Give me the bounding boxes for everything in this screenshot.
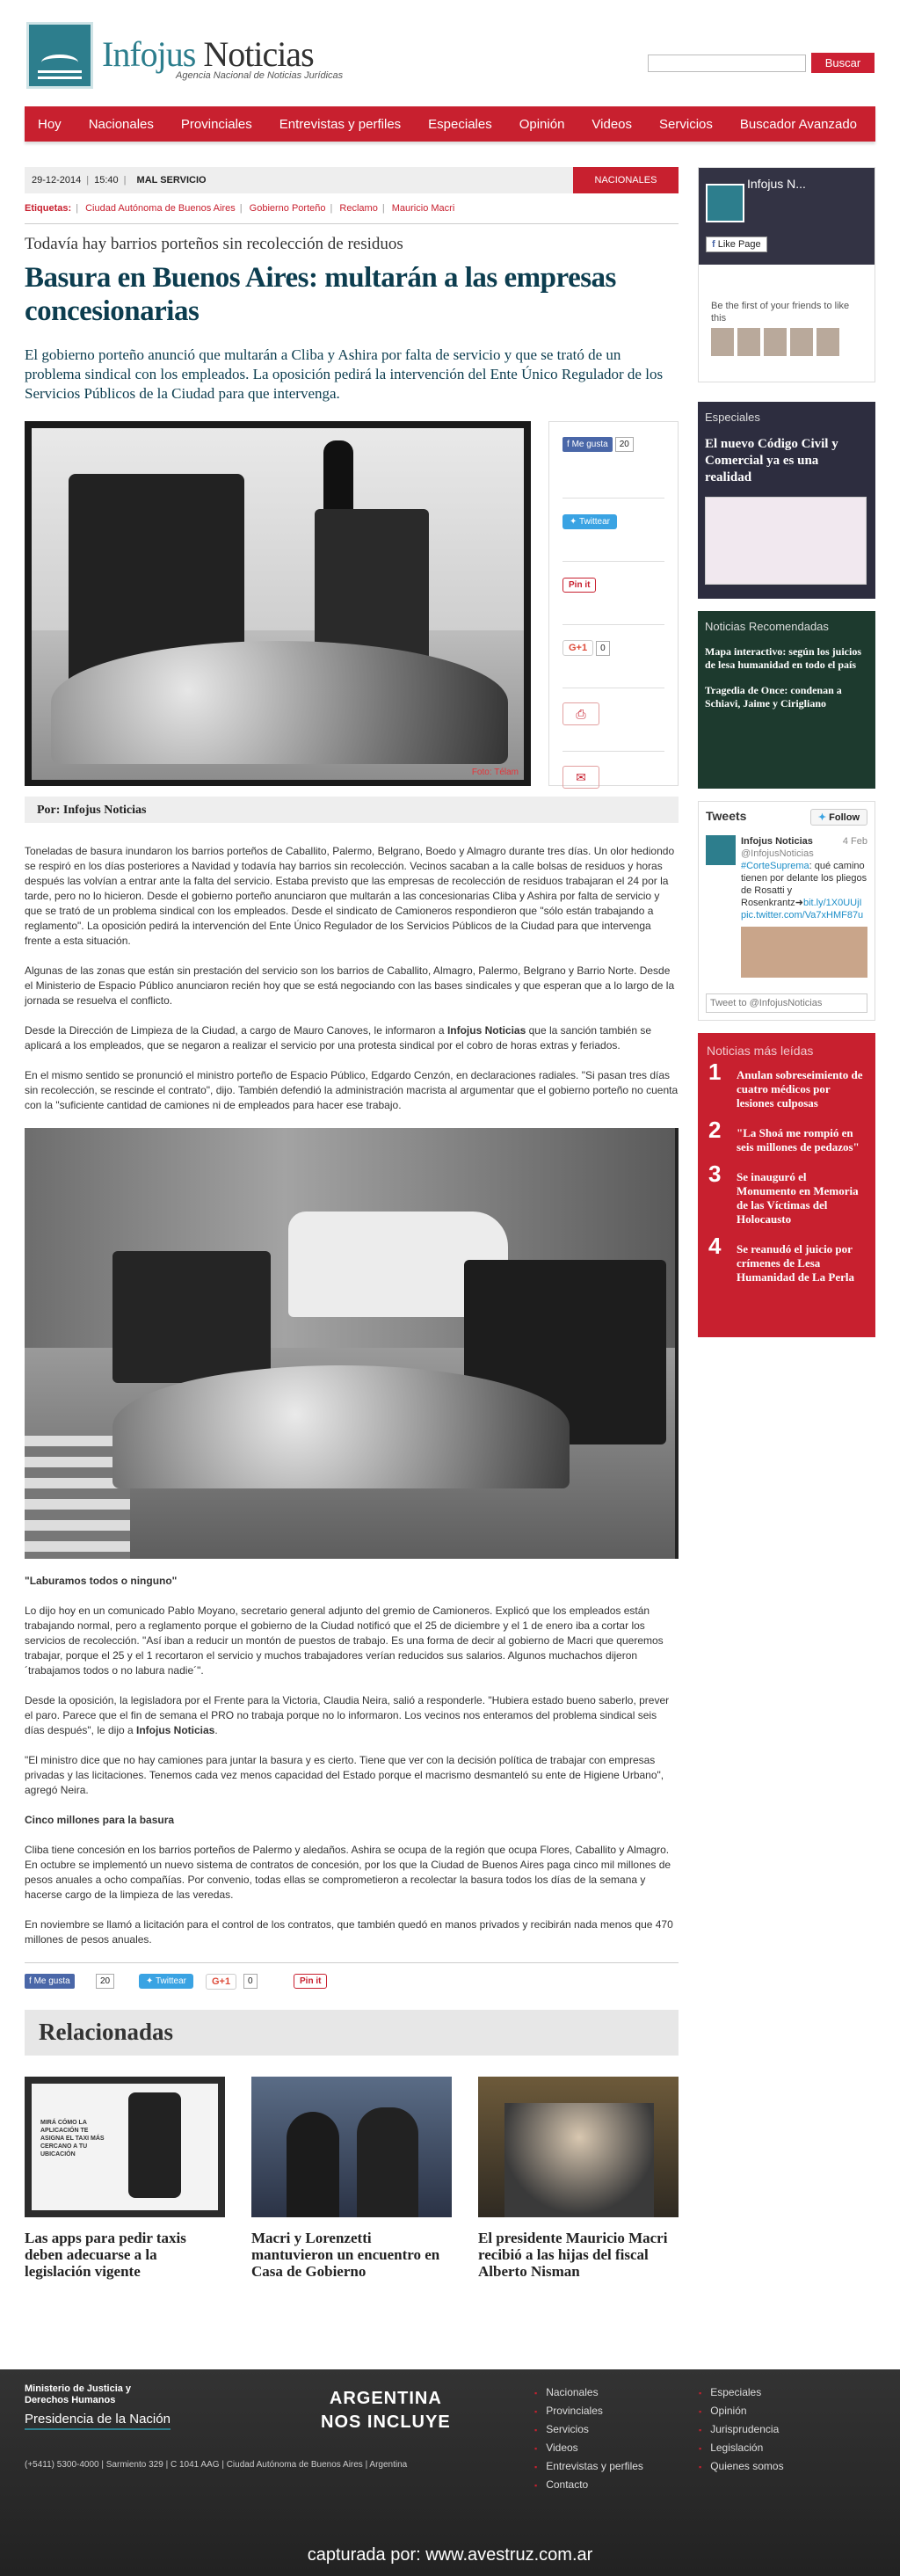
related-item-title[interactable]: Macri y Lorenzetti mantuvieron un encuentro en Casa de Gobierno <box>251 2230 440 2280</box>
article-kicker: Todavía hay barrios porteños sin recolección de residuos <box>25 235 403 253</box>
body-photo <box>25 1128 679 1559</box>
recommended-heading: Noticias Recomendadas <box>705 620 829 633</box>
tweet-user[interactable]: Infojus Noticias <box>741 836 813 847</box>
capture-watermark: capturada por: www.avestruz.com.ar <box>307 2545 593 2565</box>
paragraph: Lo dijo hoy en un comunicado Pablo Moyano, secretario general adjunto del gremio de Camioneros. Explicó que los empleados están trabajando normal, pero a reglamento porque el gobierno de la Ciudad notificó que el 25 de diciembre y el 1 de enero iba a cortar los servicios de recolección. "Así iban a reducir un montón de puestos de trabajo. Es una forma de decir al gobierno de Macri que queremos trabajar, porque el 25 y el 1 recortaron el servicio y muchos trabajadores verían reducidos sus salarios. Algunos muchachos dijeron ´trabajamos todos o no labura nadie´". <box>25 1605 664 1677</box>
tweet-button-bottom[interactable]: ✦ Twittear <box>139 1974 193 1989</box>
most-read-heading: Noticias más leídas <box>707 1044 814 1058</box>
subheading: "Laburamos todos o ninguno" <box>25 1575 178 1587</box>
footer-link[interactable]: ▪ Provinciales <box>534 2402 643 2420</box>
tweet-label: Twittear <box>579 517 611 527</box>
divider <box>25 223 679 224</box>
article-byline: Por: Infojus Noticias <box>25 797 679 823</box>
article-headline: Basura en Buenos Aires: multarán a las empresas concesionarias <box>25 262 616 327</box>
brand-name[interactable] <box>102 33 314 75</box>
article-meta: 29-12-2014 | 15:40 | MAL SERVICIO <box>32 175 207 186</box>
main-nav <box>25 106 875 142</box>
tags-row: Etiquetas: | Ciudad Autónoma de Buenos Aires | Gobierno Porteño | Reclamo | Mauricio Macri <box>25 203 455 214</box>
tweet-hashtag[interactable]: #CorteSuprema <box>741 861 809 871</box>
share-pin-row <box>562 562 664 625</box>
brand-tagline: Agencia Nacional de Noticias Jurídicas <box>176 70 344 81</box>
paragraph: Desde la Dirección de Limpieza de la Ciudad, a cargo de Mauro Canoves, le informaron a Infojus Noticias que la sanción también se aplicará a los empleados, que se negaron a realizar el servicio por una protesta sindical por el cobro de horas extras y feriados. <box>25 1024 652 1052</box>
twitter-icon: ✦ <box>146 1976 154 1986</box>
related-title: Relacionadas <box>25 2010 679 2056</box>
paragraph: Cliba tiene concesión en los barrios porteños de Palermo y aledaños. Ashira se ocupa de la región que ocupa Flores, Caballito y Almagro. En octubre se implementó un nuevo sistema de contratos de concesión, por los que la Ciudad de Buenos Aires paga cinco mil millones de pesos anuales a ocho compañías. Por convenio, todas ellas se comprometieron a recolectar la basura todos los días de la semana y hacerse cargo de la limpieza de las veredas. <box>25 1844 671 1901</box>
article-lead: El gobierno porteño anunció que multarán a Cliba y Ashira por falta de servicio y que se trató de un problema sindical con los empleados. La oposición pedirá la intervención del Ente Único Regulador de los Servicios Públicos de la Ciudad para que intervenga. <box>25 346 664 402</box>
most-read-item[interactable]: 2 "La Shoá me rompió en seis millones de pedazos" <box>708 1117 860 1153</box>
footer-link[interactable]: ▪ Especiales <box>699 2383 784 2402</box>
related-item-title[interactable]: El presidente Mauricio Macri recibió a las hijas del fiscal Alberto Nisman <box>478 2230 668 2280</box>
tweet <box>706 835 867 921</box>
tags-label: Etiquetas: <box>25 203 72 214</box>
main-figure <box>25 421 679 786</box>
twitter-icon: ✦ <box>817 812 827 823</box>
especiales-box[interactable] <box>698 402 875 599</box>
related-list <box>25 2077 679 2280</box>
share-fb-row <box>562 435 664 498</box>
print-icon[interactable]: ⎙ <box>562 702 599 725</box>
paragraph: En el mismo sentido se pronunció el ministro porteño de Espacio Público, Edgardo Cenzón, en declaraciones radiales. "Si pasan tres días sin recolección, se rescinde el contrato", dijo. También defendió la administración macrista al argumentar que el gobierno porteño no cuenta con la "suficiente cantidad de camiones ni de empleados para hacer ese trabajo. <box>25 1069 679 1111</box>
article-date: 29-12-2014 <box>32 175 82 186</box>
footer-links-2 <box>699 2383 784 2476</box>
bottom-share-bar <box>25 1962 679 1989</box>
share-column <box>548 421 679 786</box>
nav-provinciales[interactable]: Provinciales <box>180 116 252 132</box>
nav-entrevistas[interactable]: Entrevistas y perfiles <box>279 116 402 132</box>
fb-like-label: Me gusta <box>571 440 608 449</box>
nav-opinion[interactable]: Opinión <box>519 116 565 132</box>
pin-it-button[interactable]: Pin it <box>562 578 596 593</box>
footer-address: (+5411) 5300-4000 | Sarmiento 329 | C 1041 AAG | Ciudad Autónoma de Buenos Aires | Argentina <box>25 2460 408 2470</box>
brand-sub: Noticias <box>203 34 314 74</box>
tweets-heading: Tweets <box>706 809 747 823</box>
related-item-title[interactable]: Las apps para pedir taxis deben adecuarse a la legislación vigente <box>25 2230 186 2280</box>
tweet-handle[interactable]: @InfojusNoticias <box>741 848 814 859</box>
especiales-heading: Especiales <box>705 411 760 424</box>
subheading: Cinco millones para la basura <box>25 1814 175 1826</box>
footer-link[interactable]: ▪ Nacionales <box>534 2383 643 2402</box>
tweet-image[interactable] <box>741 927 867 978</box>
related-item[interactable] <box>478 2077 679 2280</box>
footer-links-1 <box>534 2383 643 2494</box>
share-g-row <box>562 625 664 688</box>
site-header <box>0 0 900 104</box>
brand-main: Infojus <box>102 34 196 74</box>
fb-page-name[interactable]: Infojus N... <box>747 177 806 191</box>
related-item[interactable] <box>251 2077 452 2280</box>
search-input[interactable] <box>648 55 806 72</box>
article-body <box>25 844 679 1947</box>
tweet-date[interactable]: 4 Feb <box>842 836 867 847</box>
related-image[interactable] <box>478 2077 679 2217</box>
paragraph: En noviembre se llamó a licitación para el control de los contratos, que también quedó en manos privados y recibirán nada menos que 470 millones de pesos anuales. <box>25 1918 673 1946</box>
fb-like-button[interactable] <box>562 437 613 452</box>
fb-like-count: 20 <box>615 437 634 452</box>
facebook-page-widget <box>698 167 875 382</box>
related-image[interactable] <box>251 2077 452 2217</box>
most-read-item[interactable]: 4 Se reanudó el juicio por crímenes de Lesa Humanidad de La Perla <box>708 1233 854 1284</box>
paragraph: "El ministro dice que no hay camiones para juntar la basura y es cierto. Tiene que ver con la decisión política de trabajar con empresas privadas y las licitaciones. Tenemos cada vez menos capacidad del Estado porque el macrismo desmanteló su ente de Higiene Urbano", agregó Neira. <box>25 1754 664 1796</box>
facebook-icon: f <box>29 1976 32 1986</box>
tweet-link[interactable]: bit.ly/1X0UUjI pic.twitter.com/Va7xHMF87u <box>741 898 864 921</box>
twitter-widget <box>698 801 875 1021</box>
footer-link[interactable]: ▪ Entrevistas y perfiles <box>534 2457 643 2476</box>
footer-link[interactable]: ▪ Jurisprudencia <box>699 2420 784 2439</box>
tweet-avatar[interactable] <box>706 835 736 865</box>
recommended-box <box>698 611 875 789</box>
tweet-text: : qué camino tienen por delante los pliegos de Rosatti y Rosenkrantz➜ <box>741 861 867 908</box>
especiales-image[interactable] <box>705 497 867 585</box>
search-button[interactable]: Buscar <box>811 53 875 73</box>
article-meta-bar <box>25 167 679 193</box>
tag-caba[interactable]: Ciudad Autónoma de Buenos Aires <box>85 203 236 214</box>
section-badge[interactable]: NACIONALES <box>573 167 679 193</box>
footer-link[interactable]: ▪ Opinión <box>699 2402 784 2420</box>
nav-videos[interactable]: Videos <box>592 116 633 132</box>
tweet-to-input[interactable]: Tweet to @InfojusNoticias <box>706 993 867 1013</box>
email-row <box>562 752 664 815</box>
nav-hoy[interactable]: Hoy <box>38 116 62 132</box>
fb-page-avatar[interactable] <box>706 184 744 222</box>
follow-button[interactable]: ✦ Follow <box>810 809 867 826</box>
fb-cover[interactable] <box>699 168 875 265</box>
tag-gobierno-porteno[interactable]: Gobierno Porteño <box>249 203 326 214</box>
related-section <box>25 2010 679 2280</box>
tag-mauricio-macri[interactable]: Mauricio Macri <box>391 203 455 214</box>
related-image-text: MIRÁ CÓMO LA APLICACIÓN TE ASIGNA EL TAXI MÁS CERCANO A TU UBICACIÓN <box>40 2120 105 2158</box>
photo-credit: Foto: Télam <box>471 768 519 777</box>
recommended-item[interactable]: Mapa interactivo: según los juicios de lesa humanidad en todo el país <box>705 645 861 671</box>
paragraph: Desde la oposición, la legisladora por el Frente para la Victoria, Claudia Neira, salió a responderle. "Hubiera estado bueno saberlo, prever el paro. Parece que el fin de semana el PRO no trabaja porque no lo informaron. Los vecinos nos enteramos del problema sindical seis días después", le dijo a Infojus Noticias. <box>25 1694 670 1736</box>
share-tw-row <box>562 498 664 562</box>
tweet-button[interactable] <box>562 514 617 529</box>
especiales-title[interactable]: El nuevo Código Civil y Comercial ya es una realidad <box>705 437 838 484</box>
footer-link[interactable]: ▪ Servicios <box>534 2420 643 2439</box>
related-item[interactable] <box>25 2077 225 2280</box>
gplus-count-bottom: 0 <box>243 1974 258 1989</box>
print-row <box>562 688 664 752</box>
nav-servicios[interactable]: Servicios <box>659 116 713 132</box>
gplus-count: 0 <box>596 641 610 656</box>
most-read-box <box>698 1033 875 1337</box>
fb-faces <box>711 328 839 356</box>
most-read-item[interactable]: 1 Anulan sobreseimiento de cuatro médicos por lesiones culposas <box>708 1059 863 1110</box>
tag-reclamo[interactable]: Reclamo <box>339 203 378 214</box>
article-column <box>25 167 679 2280</box>
facebook-icon: f <box>712 239 715 250</box>
paragraph: Toneladas de basura inundaron los barrios porteños de Caballito, Palermo, Belgrano, Boedo y Almagro durante tres días. Un olor hediondo se respiró en los días posteriores a Navidad y todavía hay barrios sin recolección. Vecinos sacaban a la calle bolsas de residuos y horas después las volvían a entrar ante la falta del servicio. Estaba previsto que las empresas de recolección de residuos trabajaran el 24 por la tarde, pero no lo hicieron. Desde el gobierno porteño anunciaron que multarán a las concesionarias Cliba y Ashira por falta de servicio y que se trató de un problema sindical con los empleados. Desde el sindicato de Camioneros respondieron que "sólo están trabajando a reglamento". La oposición pedirá la intervención del Ente Único Regulador de los Servicios Públicos de la Ciudad para que intervenga frente a esta situación. <box>25 845 675 947</box>
paragraph: Algunas de las zonas que están sin prestación del servicio son los barrios de Caballito, Almagro, Palermo, Belgrano y Barrio Norte. Desde el Ministerio de Espacio Público anunciaron recién hoy que se está negociando con las bases sindicales y que esperan que a lo largo de la jornada se resuelva el conflicto. <box>25 964 675 1007</box>
pin-it-button-bottom[interactable]: Pin it <box>294 1974 327 1989</box>
fb-like-count-bottom: 20 <box>96 1974 114 1989</box>
nav-buscador-avanzado[interactable]: Buscador Avanzado <box>739 116 858 132</box>
sidebar <box>698 167 875 1337</box>
footer-link[interactable]: ▪ Contacto <box>534 2476 643 2494</box>
gplus-button-bottom[interactable]: G+1 <box>206 1974 236 1990</box>
article-time: 15:40 <box>94 175 119 186</box>
fb-friends-text: Be the first of your friends to like this <box>711 301 850 324</box>
footer-link[interactable]: ▪ Videos <box>534 2439 643 2457</box>
article-section: MAL SERVICIO <box>136 175 207 186</box>
footer-link[interactable]: ▪ Legislación <box>699 2439 784 2457</box>
footer-argentina-logo[interactable]: ARGENTINA NOS INCLUYE <box>321 2389 451 2432</box>
main-photo <box>25 421 531 786</box>
twitter-icon: ✦ <box>570 517 577 527</box>
nav-nacionales[interactable]: Nacionales <box>88 116 154 132</box>
email-icon[interactable]: ✉ <box>562 766 599 789</box>
infojus-logo[interactable] <box>26 22 93 89</box>
footer-link[interactable]: ▪ Quienes somos <box>699 2457 784 2476</box>
related-image[interactable] <box>25 2077 225 2217</box>
footer-ministry[interactable]: Ministerio de Justicia y Derechos Humanos <box>25 2383 132 2405</box>
recommended-item[interactable]: Tragedia de Once: condenan a Schiavi, Jaime y Cirigliano <box>705 684 842 709</box>
fb-like-page-button[interactable]: f Like Page <box>706 236 767 252</box>
facebook-icon: f <box>567 440 570 449</box>
gplus-button[interactable]: G+1 <box>562 640 593 656</box>
most-read-item[interactable]: 3 Se inauguró el Monumento en Memoria de las Víctimas del Holocausto <box>708 1161 859 1226</box>
nav-especiales[interactable]: Especiales <box>428 116 492 132</box>
footer-presidency[interactable]: Presidencia de la Nación <box>25 2412 171 2430</box>
fb-like-button-bottom[interactable]: f Me gusta <box>25 1974 75 1989</box>
site-footer <box>0 2369 900 2576</box>
